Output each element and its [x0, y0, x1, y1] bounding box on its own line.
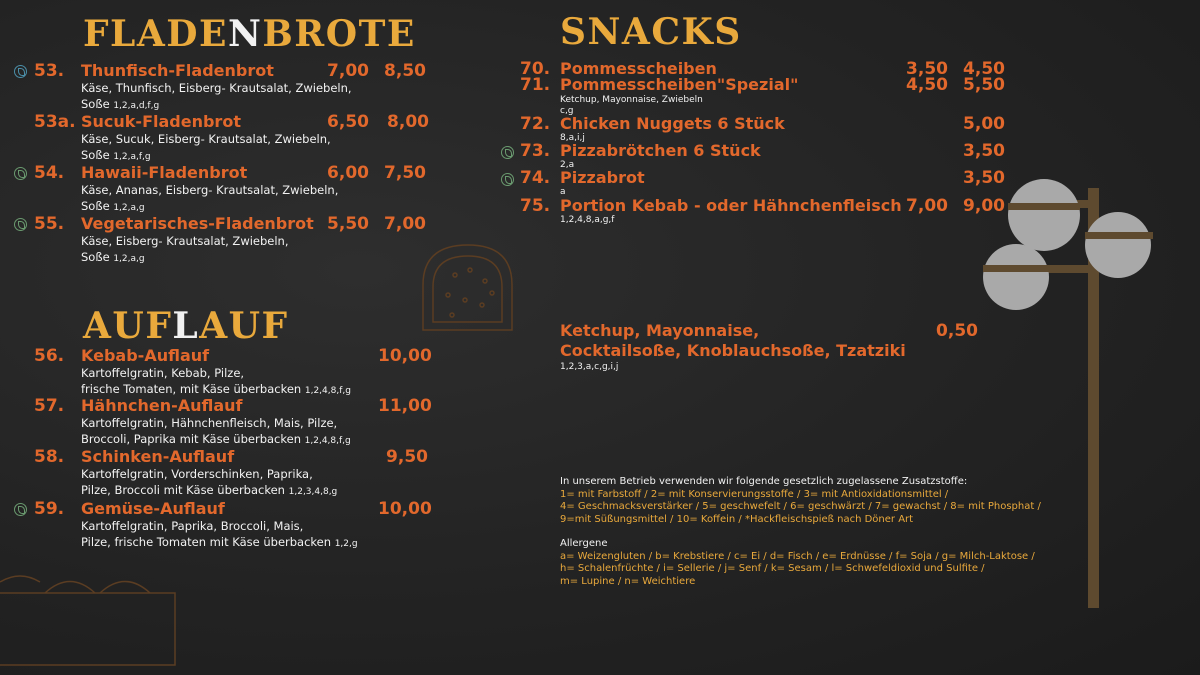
vegetarian-leaf-icon [14, 167, 27, 180]
price-large: 8,50 [384, 61, 426, 81]
item-description: Käse, Thunfisch, Eisberg- Krautsalat, Zwiebeln, Soße 1,2,a,d,f,g [81, 81, 352, 111]
menu-item-55: 55. Vegetarisches-Fladenbrot 5,50 7,00 Käse, Eisberg- Krautsalat, Zwiebeln, Soße 1,2,a,g [34, 214, 434, 266]
menu-item-74: 74. Pizzabrot 3,50 a [520, 168, 1005, 197]
item-name: Gemüse-Auflauf [81, 499, 225, 518]
legend-intro: In unserem Betrieb verwenden wir folgende gesetzlich zugelassene Zusatzstoffe: [560, 476, 968, 487]
price-large: 4,50 [963, 59, 1005, 79]
item-name: Pommesscheiben [560, 59, 717, 78]
item-name: Schinken-Auflauf [81, 447, 235, 466]
bread-outline-icon [423, 245, 512, 330]
legend-line-3: 9=mit Süßungsmittel / 10= Koffein / *Hackfleischspieß nach Döner Art [560, 513, 914, 525]
allergene-line-2: h= Schalenfrüchte / i= Sellerie / j= Senf / k= Sesam / l= Schwefeldioxid und Sulfite / [560, 563, 985, 574]
sauces-block [560, 321, 1000, 373]
price: 5,00 [963, 114, 1005, 134]
vegetarian-leaf-icon [501, 146, 514, 159]
price-large: 7,00 [384, 214, 426, 234]
section-title-fladenbrote: FLADENBROTE [83, 13, 416, 55]
price: 3,50 [963, 168, 1005, 188]
allergene-line-3: m= Lupine / n= Weichtiere [560, 575, 696, 587]
menu-item-56: 56. Kebab-Auflauf 10,00 Kartoffelgratin, Kebab, Pilze, frische Tomaten, mit Käse überbacken 1,2,4,8,f,g [34, 346, 434, 398]
legend-line-1: 1= mit Farbstoff / 2= mit Konservierungsstoffe / 3= mit Antioxidationsmittel / [560, 488, 949, 500]
item-description: Kartoffelgratin, Kebab, Pilze, frische Tomaten, mit Käse überbacken 1,2,4,8,f,g [81, 366, 351, 396]
menu-item-71: 71. Pommesscheiben"Spezial" 4,50 5,50 Ketchup, Mayonnaise, Zwiebeln c,g [520, 75, 1005, 116]
vegetarian-leaf-icon [14, 218, 27, 231]
item-description: Ketchup, Mayonnaise, Zwiebeln [560, 95, 703, 105]
item-name: Portion Kebab - oder Hähnchenfleisch [560, 196, 902, 215]
item-description: Käse, Ananas, Eisberg- Krautsalat, Zwiebeln, Soße 1,2,a,g [81, 183, 339, 213]
sauces-line-1: Ketchup, Mayonnaise, [560, 321, 760, 340]
tray-outline-icon [0, 576, 175, 665]
menu-item-73: 73. Pizzabrötchen 6 Stück 3,50 2,a [520, 141, 1005, 170]
sauces-price: 0,50 [936, 321, 978, 341]
price-small: 5,50 [327, 214, 369, 234]
vegetarian-leaf-icon [501, 173, 514, 186]
item-codes: c,g [560, 106, 574, 116]
price-small: 6,50 [327, 112, 369, 132]
item-name: Hawaii-Fladenbrot [81, 163, 248, 182]
item-codes: a [560, 187, 566, 197]
item-name: Sucuk-Fladenbrot [81, 112, 241, 131]
section-title-snacks: SNACKS [560, 11, 742, 53]
price-small: 7,00 [906, 196, 948, 216]
menu-item-70: 70. Pommesscheiben 3,50 4,50 [520, 59, 1005, 79]
allergene-line-1: a= Weizengluten / b= Krebstiere / c= Ei / d= Fisch / e= Erdnüsse / f= Soja / g= Milch-Laktose / [560, 550, 1035, 562]
price-small: 6,00 [327, 163, 369, 183]
item-codes: 2,a [560, 160, 575, 170]
item-name: Kebab-Auflauf [81, 346, 210, 365]
item-name: Pommesscheiben"Spezial" [560, 75, 799, 94]
item-name: Vegetarisches-Fladenbrot [81, 214, 314, 233]
menu-item-59: 59. Gemüse-Auflauf 10,00 Kartoffelgratin, Paprika, Broccoli, Mais, Pilze, frische Tomaten mit Käse überbacken 1,2,g [34, 499, 434, 551]
price-small: 3,50 [906, 59, 948, 79]
item-name: Chicken Nuggets 6 Stück [560, 114, 785, 133]
price-large: 8,00 [387, 112, 429, 132]
menu-item-54: 54. Hawaii-Fladenbrot 6,00 7,50 Käse, Ananas, Eisberg- Krautsalat, Zwiebeln, Soße 1,2,a,g [34, 163, 434, 215]
price: 3,50 [963, 141, 1005, 161]
menu-item-72: 72. Chicken Nuggets 6 Stück 5,00 8,a,i,j [520, 114, 1005, 143]
item-description: Käse, Sucuk, Eisberg- Krautsalat, Zwiebeln, Soße 1,2,a,f,g [81, 132, 331, 162]
price-small: 4,50 [906, 75, 948, 95]
price: 10,00 [378, 499, 432, 519]
price: 10,00 [378, 346, 432, 366]
item-name: Thunfisch-Fladenbrot [81, 61, 274, 80]
sauces-codes: 1,2,3,a,c,g,i,j [560, 362, 619, 372]
menu-item-75: 75. Portion Kebab - oder Hähnchenfleisch 7,00 9,00 1,2,4,8,a,g,f [520, 196, 1005, 225]
item-description: Kartoffelgratin, Hähnchenfleisch, Mais, Pilze, Broccoli, Paprika mit Käse überbacken 1,2,4,8,f,g [81, 416, 351, 446]
menu-item-53a: 53a. Sucuk-Fladenbrot 6,50 8,00 Käse, Sucuk, Eisberg- Krautsalat, Zwiebeln, Soße 1,2,a,f,g [34, 112, 434, 164]
section-title-auflauf: AUFLAUF [83, 305, 289, 347]
signature-icon [14, 65, 27, 78]
additives-legend [560, 476, 1041, 588]
vegetarian-leaf-icon [14, 503, 27, 516]
item-description: Kartoffelgratin, Vorderschinken, Paprika, Pilze, Broccoli mit Käse überbacken 1,2,3,4,8,g [81, 467, 338, 497]
price-large: 5,50 [963, 75, 1005, 95]
menu-item-57: 57. Hähnchen-Auflauf 11,00 Kartoffelgratin, Hähnchenfleisch, Mais, Pilze, Broccoli, Paprika mit Käse überbacken 1,2,4,8,f,g [34, 396, 434, 448]
price: 11,00 [378, 396, 432, 416]
item-name: Pizzabrot [560, 168, 645, 187]
menu-item-58: 58. Schinken-Auflauf 9,50 Kartoffelgratin, Vorderschinken, Paprika, Pilze, Broccoli mit Käse überbacken 1,2,3,4,8,g [34, 447, 434, 499]
price-small: 7,00 [327, 61, 369, 81]
price-large: 7,50 [384, 163, 426, 183]
item-name: Pizzabrötchen 6 Stück [560, 141, 761, 160]
menu-item-53: 53. Thunfisch-Fladenbrot 7,00 8,50 Käse, Thunfisch, Eisberg- Krautsalat, Zwiebeln, Soße 1,2,a,d,f,g [34, 61, 434, 113]
sauces-line-2: Cocktailsoße, Knoblauchsoße, Tzatziki [560, 341, 906, 360]
item-description: Kartoffelgratin, Paprika, Broccoli, Mais, Pilze, frische Tomaten mit Käse überbacken 1,2,g [81, 519, 358, 549]
allergene-heading: Allergene [560, 538, 608, 549]
legend-line-2: 4= Geschmacksverstärker / 5= geschwefelt / 6= geschwärzt / 7= gewachst / 8= mit Phosphat / [560, 501, 1041, 512]
item-codes: 1,2,4,8,a,g,f [560, 215, 615, 225]
price: 9,50 [386, 447, 428, 467]
item-codes: 8,a,i,j [560, 133, 585, 143]
item-name: Hähnchen-Auflauf [81, 396, 243, 415]
item-description: Käse, Eisberg- Krautsalat, Zwiebeln, Soße 1,2,a,g [81, 234, 289, 264]
price-large: 9,00 [963, 196, 1005, 216]
